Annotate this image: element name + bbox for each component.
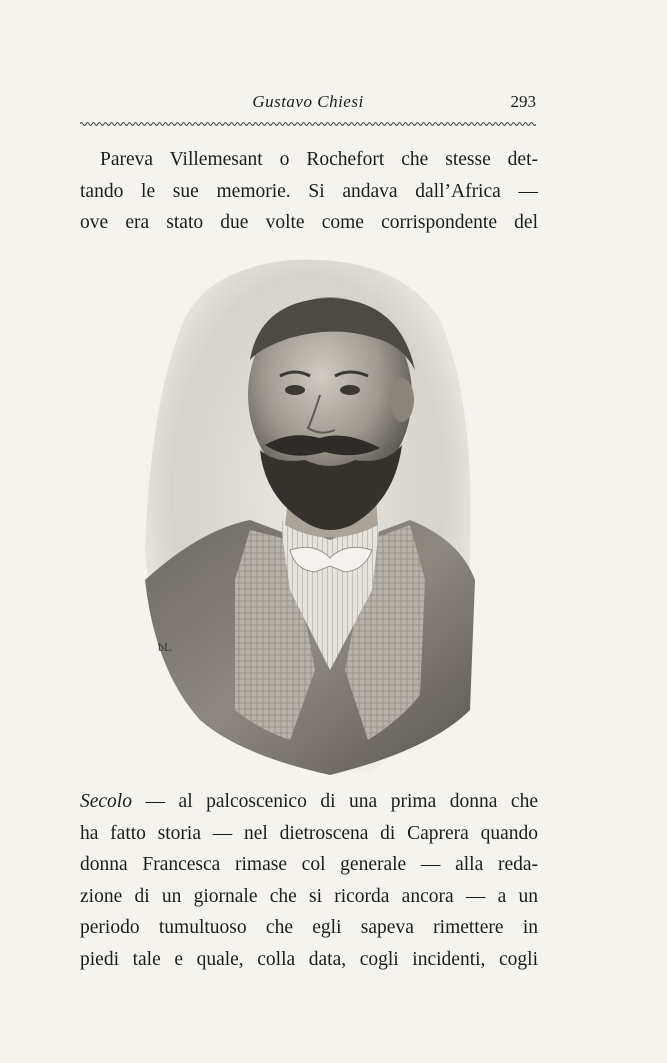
bottom-paragraph xyxy=(80,786,538,975)
running-head xyxy=(80,92,536,118)
text-line xyxy=(80,786,538,818)
text-line: tando le sue memorie. Si andava dall’Africa — xyxy=(80,180,538,202)
italic-word: Secolo xyxy=(80,791,132,812)
portrait-engraving xyxy=(140,250,480,780)
running-title: Gustavo Chiesi xyxy=(252,92,364,111)
top-paragraph xyxy=(80,144,538,239)
text-line: piedi tale e quale, colla data, cogli incidenti, cogli xyxy=(80,948,538,970)
text-line: ha fatto storia — nel dietroscena di Caprera quando xyxy=(80,822,538,844)
page-number: 293 xyxy=(510,92,536,111)
ornamental-wavy-rule xyxy=(80,120,536,128)
text-line: ove era stato due volte come corrispondente del xyxy=(80,212,538,233)
text-line: periodo tumultuoso che egli sapeva rimettere in xyxy=(80,917,538,938)
engraver-monogram: ƀL xyxy=(158,640,172,654)
text-line: zione di un giornale che si ricorda ancora — a un xyxy=(80,885,538,907)
text-line: Pareva Villemesant o Rochefort che stesse det- xyxy=(100,149,538,170)
text-fragment: — al palcoscenico di una prima donna che xyxy=(131,791,538,812)
text-line: donna Francesca rimase col generale — alla reda- xyxy=(80,854,538,875)
